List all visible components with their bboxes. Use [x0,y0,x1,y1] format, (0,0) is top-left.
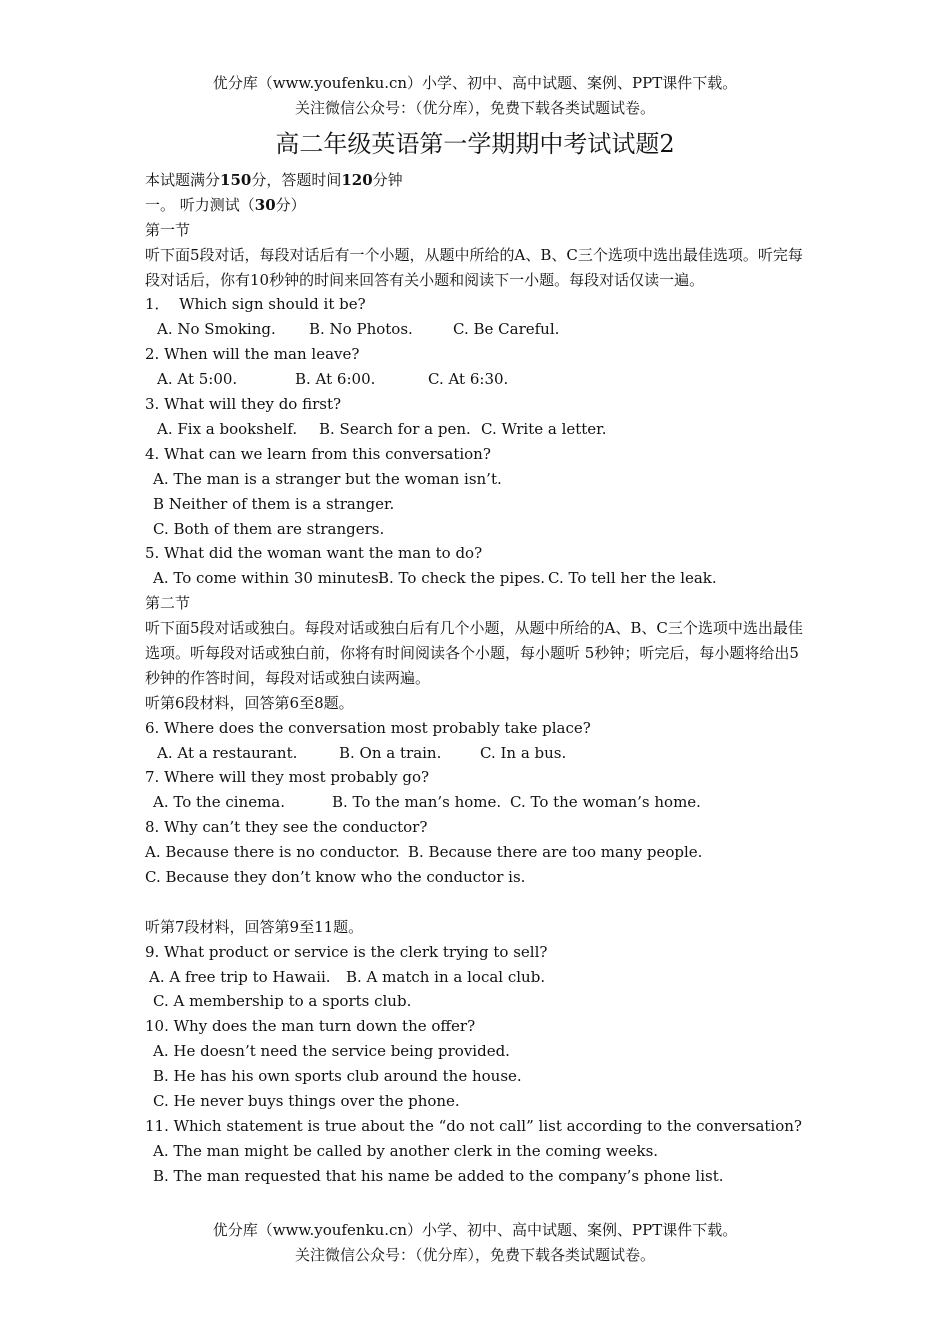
option: C. Be Careful. [453,320,560,339]
part1-instructions: 听下面5段对话，每段对话后有一个小题，从题中所给的A、B、C三个选项中选出最佳选项。听完每段对话后，你有10秒钟的时间来回答有关小题和阅读下一小题。每段对话仅读一遍。 [145,245,803,289]
question-9-options [145,965,810,990]
material-6-label: 听第6段材料，回答第6至8题。 [145,693,354,712]
question-11: 11. Which statement is true about the “do not call” list according to the conversation? [145,1116,802,1135]
material-7-label: 听第7段材料，回答第9至11题。 [145,917,364,936]
option: B. To the man’s home. [332,793,502,812]
option: B. At 6:00. [295,370,376,389]
option: C. Write a letter. [481,419,607,438]
section-heading: 一。 听力测试（30分） [145,195,306,214]
option: B. No Photos. [309,320,413,339]
question-7-options [145,790,810,815]
option: C. He never buys things over the phone. [153,1092,460,1111]
exam-intro: 本试题满分150分，答题时间120分钟 [145,171,403,189]
question-8-options [145,840,810,865]
option: B. He has his own sports club around the house. [153,1067,522,1086]
footer-line-2: 关注微信公众号：（优分库），免费下载各类试题试卷。 [294,1246,655,1264]
option: A. The man might be called by another clerk in the coming weeks. [153,1141,659,1160]
question-3: 3. What will they do first? [145,395,342,414]
question-6-options [145,741,810,766]
option: C. To tell her the leak. [548,569,717,588]
blank-line [145,890,810,915]
question-1-options [145,317,810,342]
option: C. A membership to a sports club. [153,992,412,1011]
question-2-options [145,367,810,392]
option: A. The man is a stranger but the woman isn’t. [153,469,502,488]
question-4: 4. What can we learn from this conversation? [145,444,491,463]
option: A. At 5:00. [157,370,238,389]
page-title: 高二年级英语第一学期期中考试试题2 [275,130,675,158]
footer-line-1: 优分库（www.youfenku.cn）小学、初中、高中试题、案例、PPT课件下载。 [212,1221,738,1239]
part1-label: 第一节 [145,220,191,239]
option: C. To the woman’s home. [510,793,701,812]
option: A. To the cinema. [153,793,286,812]
option: B. To check the pipes. [378,569,546,588]
question-7: 7. Where will they most probably go? [145,768,430,787]
option: A. Because there is no conductor. [145,843,400,862]
exam-body [145,168,810,1189]
option: A. A free trip to Hawaii. [149,967,331,986]
option: B. Because there are too many people. [408,843,703,862]
question-5-options [145,566,810,591]
question-3-options [145,417,810,442]
part2-label: 第二节 [145,594,191,613]
question-1: 1． Which sign should it be? [145,295,366,314]
question-9: 9. What product or service is the clerk trying to sell? [145,942,548,961]
option: C. At 6:30. [428,370,509,389]
option: B. A match in a local club. [346,967,546,986]
option: A. He doesn’t need the service being provided. [153,1042,510,1061]
question-8: 8. Why can’t they see the conductor? [145,818,428,837]
option: B. On a train. [339,743,442,762]
option: C. Both of them are strangers. [153,519,385,538]
option: A. To come within 30 minutes. [153,569,384,588]
option: C. Because they don’t know who the conductor is. [145,868,526,887]
option: A. At a restaurant. [157,743,298,762]
option: B. The man requested that his name be added to the company’s phone list. [153,1166,724,1185]
header-line-1: 优分库（www.youfenku.cn）小学、初中、高中试题、案例、PPT课件下载。 [212,74,738,92]
question-2: 2. When will the man leave? [145,345,360,364]
option: B Neither of them is a stranger. [153,494,395,513]
option: B. Search for a pen. [319,419,471,438]
question-5: 5. What did the woman want the man to do? [145,544,483,563]
part2-instructions: 听下面5段对话或独白。每段对话或独白后有几个小题，从题中所给的A、B、C三个选项中选出最佳选项。听每段对话或独白前，你将有时间阅读各个小题，每小题听 5秒钟；听完后，每小题将给出5秒钟的作答时间，每段对话或独白读两遍。 [145,619,803,687]
option: A. No Smoking. [157,320,276,339]
question-6: 6. Where does the conversation most probably take place? [145,718,591,737]
question-10: 10. Why does the man turn down the offer? [145,1017,476,1036]
option: A. Fix a bookshelf. [157,419,298,438]
header-line-2: 关注微信公众号：（优分库），免费下载各类试题试卷。 [294,99,655,117]
option: C. In a bus. [480,743,567,762]
